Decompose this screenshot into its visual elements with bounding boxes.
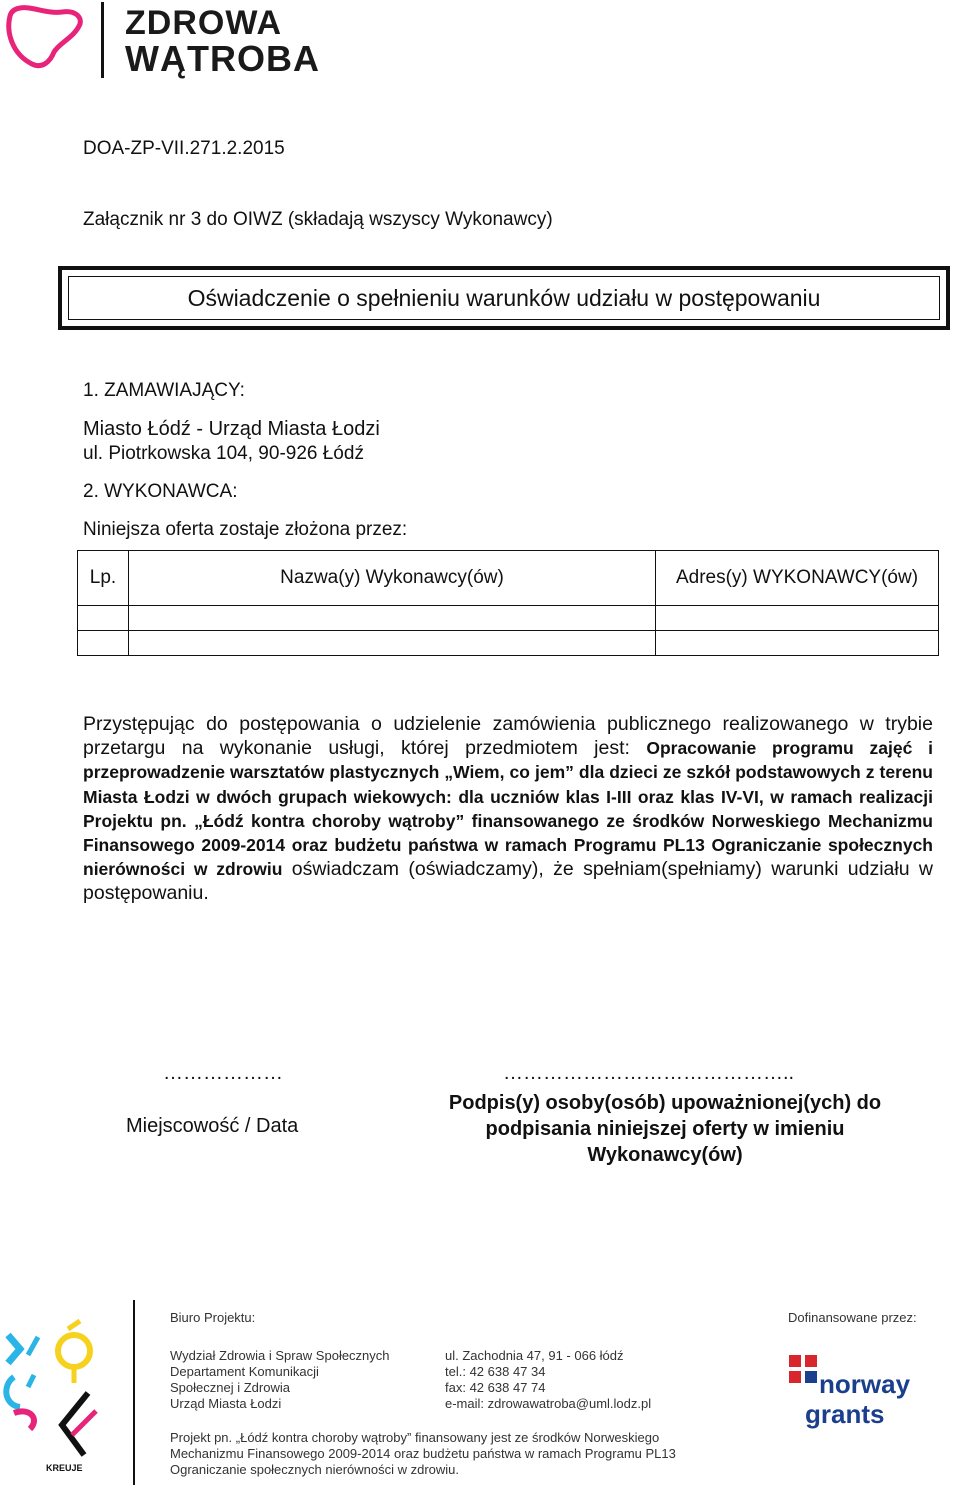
contractors-table — [77, 550, 939, 656]
office-address-block — [445, 1348, 685, 1412]
place-date-label: Miejscowość / Data — [126, 1115, 299, 1137]
place-date-dots: ……………… — [163, 1062, 283, 1084]
declaration-intro: Przystępując do postępowania o udzielenie zamówienia publicznego realizowanego w trybie przetargu na wykonanie usługi, której przedmiotem jest: — [83, 713, 933, 760]
project-note-line: Projekt pn. „Łódź kontra choroby wątroby” finansowany jest ze środków Norweskiego — [170, 1430, 660, 1445]
section-orderer-heading: 1. ZAMAWIAJĄCY: — [83, 380, 245, 401]
table-cell[interactable] — [129, 606, 656, 631]
project-note-line: Ograniczanie społecznych nierówności w zdrowiu. — [170, 1462, 460, 1477]
title-box — [58, 266, 950, 330]
department-line: Urząd Miasta Łodzi — [170, 1396, 282, 1411]
table-header-row — [78, 551, 939, 606]
header-name: Nazwa(y) Wykonawcy(ów) — [129, 551, 656, 606]
table-cell[interactable] — [78, 631, 129, 656]
footer-divider — [133, 1300, 135, 1485]
table-cell[interactable] — [656, 606, 939, 631]
orderer-name: Miasto Łódź - Urząd Miasta Łodzi — [83, 418, 380, 440]
table-cell[interactable] — [656, 631, 939, 656]
norway-text: norway — [819, 1369, 911, 1399]
section-contractor-heading: 2. WYKONAWCA: — [83, 481, 238, 502]
declaration-outro: oświadczam (oświadczamy), że spełniam(spełniamy) warunki udziału w postępowaniu. — [83, 858, 933, 905]
kreuje-logo-icon — [0, 1315, 110, 1475]
department-block — [170, 1348, 430, 1412]
document-reference: DOA-ZP-VII.271.2.2015 — [83, 138, 285, 159]
logo-text-line1: ZDROWA — [125, 4, 283, 42]
table-cell[interactable] — [129, 631, 656, 656]
table-row — [78, 631, 939, 656]
phone-line: tel.: 42 638 47 34 — [445, 1364, 546, 1379]
cofinanced-label: Dofinansowane przez: — [788, 1310, 917, 1325]
grants-text: grants — [805, 1399, 885, 1429]
document-title: Oświadczenie o spełnieniu warunków udziału w postępowaniu — [68, 276, 940, 320]
email-line: e-mail: zdrowawatroba@uml.lodz.pl — [445, 1396, 652, 1411]
project-office-label: Biuro Projektu: — [170, 1310, 256, 1325]
declaration-paragraph — [83, 712, 933, 906]
department-line: Departament Komunikacji — [170, 1364, 319, 1379]
signature-dots: …………………………………….. — [503, 1062, 795, 1084]
norway-grants-logo-icon — [785, 1345, 915, 1430]
signature-label: Podpis(y) osoby(osób) upoważnionej(ych) do podpisania niniejszej oferty w imieniu Wykonawcy(ów) — [448, 1092, 882, 1166]
header-lp: Lp. — [78, 551, 129, 606]
project-note — [170, 1430, 770, 1478]
contractor-subheading: Niniejsza oferta zostaje złożona przez: — [83, 519, 408, 540]
liver-logo-icon — [2, 2, 84, 74]
table-row — [78, 606, 939, 631]
address-line: ul. Zachodnia 47, 91 - 066 łódź — [445, 1348, 624, 1363]
header-address: Adres(y) WYKONAWCY(ów) — [656, 551, 939, 606]
department-line: Społecznej i Zdrowia — [170, 1380, 290, 1395]
logo-divider — [101, 2, 104, 78]
department-line: Wydział Zdrowia i Spraw Społecznych — [170, 1348, 390, 1363]
logo-text-line2: WĄTROBA — [125, 38, 320, 79]
declaration-subject: Opracowanie programu zajęć i przeprowadzenie warsztatów plastycznych „Wiem, co jem” dla dzieci ze szkół podstawowych z terenu Miasta Łodzi w dwóch grupach wiekowych: dla uczniów klas I-III oraz klas IV-VI, w ramach realizacji Projektu pn. „Łódź kontra choroby wątroby” finansowanego ze środków Norweskiego Mechanizmu Finansowego 2009-2014 oraz budżetu państwa w ramach Programu PL13 Ograniczanie społecznych nierówności w zdrowiu — [83, 738, 934, 880]
kreuje-text: KREUJE — [46, 1463, 83, 1473]
table-cell[interactable] — [78, 606, 129, 631]
fax-line: fax: 42 638 47 74 — [445, 1380, 546, 1395]
attachment-label: Załącznik nr 3 do OIWZ (składają wszyscy Wykonawcy) — [83, 209, 553, 230]
orderer-address: ul. Piotrkowska 104, 90-926 Łódź — [83, 443, 364, 464]
project-note-line: Mechanizmu Finansowego 2009-2014 oraz budżetu państwa w ramach Programu PL13 — [170, 1446, 676, 1461]
